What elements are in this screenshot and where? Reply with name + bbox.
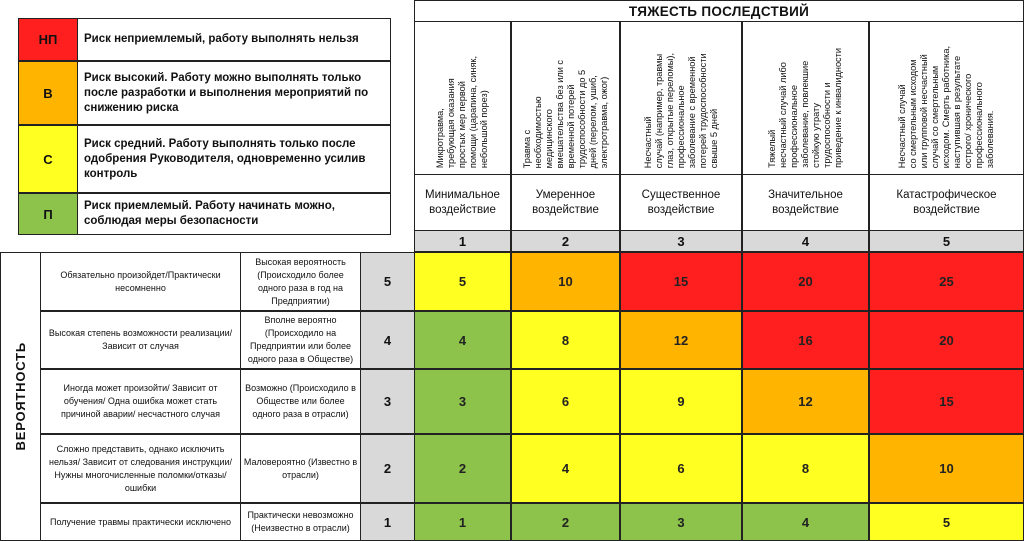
matrix-cell-5-5: 25 (869, 252, 1024, 311)
matrix-cell-4-2: 8 (511, 311, 620, 369)
legend-text-4: Риск приемлемый. Работу начинать можно, соблюдая меры безопасности (77, 193, 391, 235)
legend-code-4: П (18, 193, 78, 235)
severity-desc-2: Травма с необходимостью медицинского вмешательства без или с временной потерей трудоспособности до 5 дней (перелом, ушиб, электротравма, ожог) (521, 59, 609, 168)
severity-num-4: 4 (742, 230, 869, 252)
probability-title-cell (0, 252, 41, 541)
severity-num-3: 3 (620, 230, 742, 252)
legend-code-1: НП (18, 18, 78, 61)
probability-desc-3: Иногда может произойти/ Зависит от обучения/ Одна ошибка может стать причиной аварии/ несчастного случая (40, 369, 241, 434)
matrix-cell-1-4: 4 (742, 503, 869, 541)
matrix-cell-2-1: 2 (414, 434, 511, 503)
matrix-cell-3-4: 12 (742, 369, 869, 434)
legend-text-1: Риск неприемлемый, работу выполнять нельзя (77, 18, 391, 61)
matrix-cell-3-5: 15 (869, 369, 1024, 434)
severity-impact-2: Умеренное воздействие (511, 174, 620, 231)
legend-text-2: Риск высокий. Работу можно выполнять только после разработки и выполнения мероприятий по снижению риска (77, 61, 391, 125)
matrix-cell-3-2: 6 (511, 369, 620, 434)
probability-num-4: 4 (360, 311, 415, 369)
matrix-cell-2-2: 4 (511, 434, 620, 503)
matrix-cell-2-5: 10 (869, 434, 1024, 503)
severity-desc-cell-2 (511, 21, 620, 175)
legend-text-3: Риск средний. Работу выполнять только после одобрения Руководителя, одновременно усилив контроль (77, 125, 391, 193)
severity-desc-cell-3 (620, 21, 742, 175)
severity-impact-3: Существенное воздействие (620, 174, 742, 231)
legend-code-2: В (18, 61, 78, 125)
matrix-cell-4-4: 16 (742, 311, 869, 369)
severity-desc-4: Тяжелый несчастный случай либо профессиональное заболевание, повлекшие стойкую утрату трудоспособности и приведение к инвалидности (767, 48, 843, 168)
severity-impact-5: Катастрофическое воздействие (869, 174, 1024, 231)
matrix-cell-5-2: 10 (511, 252, 620, 311)
probability-num-1: 1 (360, 503, 415, 541)
severity-num-2: 2 (511, 230, 620, 252)
probability-freq-3: Возможно (Происходило в Обществе или более одного раза в отрасли) (240, 369, 361, 434)
severity-impact-4: Значительное воздействие (742, 174, 869, 231)
severity-desc-cell-1 (414, 21, 511, 175)
probability-num-2: 2 (360, 434, 415, 503)
matrix-cell-1-3: 3 (620, 503, 742, 541)
severity-num-5: 5 (869, 230, 1024, 252)
matrix-cell-5-4: 20 (742, 252, 869, 311)
matrix-cell-1-2: 2 (511, 503, 620, 541)
probability-freq-5: Высокая вероятность (Происходило более одного раза в год на Предприятии) (240, 252, 361, 311)
matrix-cell-4-1: 4 (414, 311, 511, 369)
legend-code-3: С (18, 125, 78, 193)
matrix-cell-4-3: 12 (620, 311, 742, 369)
severity-impact-1: Минимальное воздействие (414, 174, 511, 231)
probability-desc-5: Обязательно произойдет/Практически несомненно (40, 252, 241, 311)
probability-desc-1: Получение травмы практически исключено (40, 503, 241, 541)
severity-desc-1: Микротравма, требующая оказания простых мер первой помощи (царапина, синяк, небольшой порез) (435, 55, 489, 168)
matrix-cell-1-1: 1 (414, 503, 511, 541)
severity-desc-cell-4 (742, 21, 869, 175)
severity-num-1: 1 (414, 230, 511, 252)
matrix-cell-4-5: 20 (869, 311, 1024, 369)
severity-desc-cell-5 (869, 21, 1024, 175)
probability-num-5: 5 (360, 252, 415, 311)
severity-desc-3: Несчастный случай (например, травмы глаз, открытые переломы), профессиональное заболевание с временной потерей трудоспособности свыше 5 дней (642, 52, 719, 168)
probability-title: ВЕРОЯТНОСТЬ (13, 342, 28, 451)
probability-freq-2: Маловероятно (Известно в отрасли) (240, 434, 361, 503)
severity-title: ТЯЖЕСТЬ ПОСЛЕДСТВИЙ (414, 0, 1024, 22)
probability-desc-2: Сложно представить, однако исключить нельзя/ Зависит от следования инструкции/ Нужны многочисленные поломки/отказы/ошибки (40, 434, 241, 503)
matrix-cell-2-4: 8 (742, 434, 869, 503)
matrix-cell-3-3: 9 (620, 369, 742, 434)
probability-desc-4: Высокая степень возможности реализации/Зависит от случая (40, 311, 241, 369)
matrix-cell-2-3: 6 (620, 434, 742, 503)
probability-freq-4: Вполне вероятно (Происходило на Предприятии или более одного раза в Обществе) (240, 311, 361, 369)
matrix-cell-5-1: 5 (414, 252, 511, 311)
matrix-cell-1-5: 5 (869, 503, 1024, 541)
matrix-cell-3-1: 3 (414, 369, 511, 434)
matrix-cell-5-3: 15 (620, 252, 742, 311)
probability-num-3: 3 (360, 369, 415, 434)
severity-desc-5: Несчастный случай со смертельным исходом или групповой несчастный случай со смертельным исходом. Смерть работника, наступившая в результате острого/ хронического профессионального заболевания. (897, 45, 995, 168)
probability-freq-1: Практически невозможно (Неизвестно в отрасли) (240, 503, 361, 541)
